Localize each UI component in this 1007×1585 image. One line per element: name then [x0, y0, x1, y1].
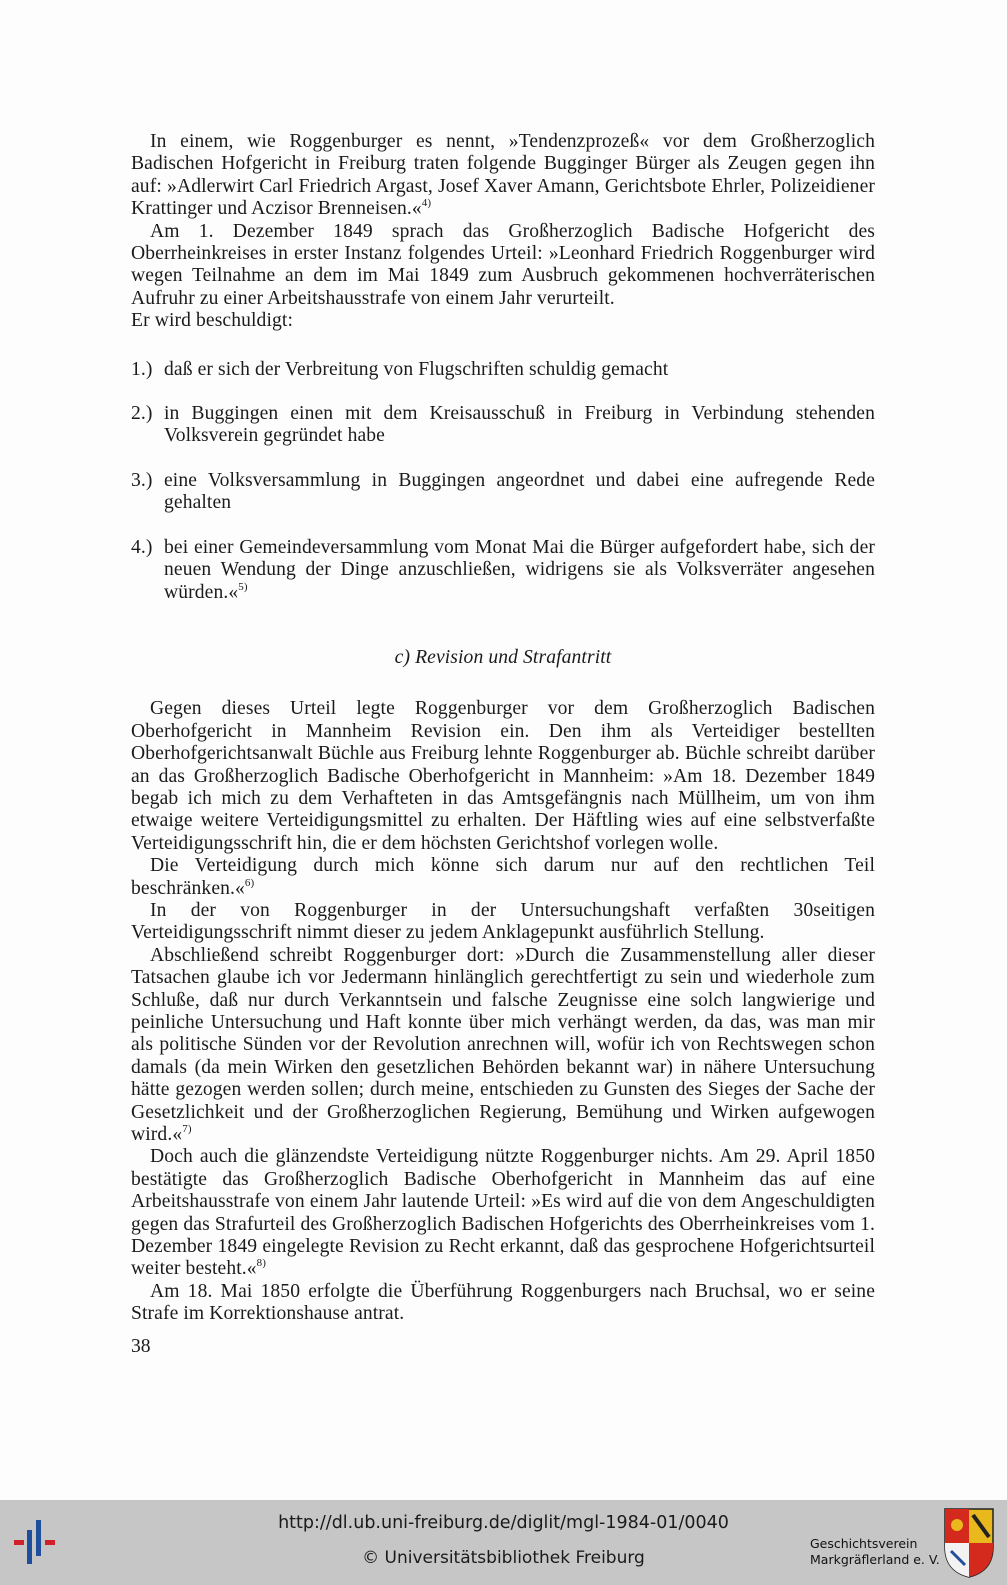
society-line-1: Geschichtsverein: [810, 1536, 918, 1551]
list-item: [131, 403, 875, 448]
list-item-number: 3.): [131, 469, 153, 491]
list-item-text: bei einer Gemeindeversammlung vom Monat Mai die Bürger aufgefordert habe, sich der neuen Wendung der Dinge anzuschließen, widrigens sie als Volksverräter angesehen würden.«$^{5)}$: [164, 536, 875, 603]
list-item-number: 1.): [131, 358, 153, 380]
society-name: [810, 1536, 940, 1568]
paragraph-9: Am 18. Mai 1850 erfolgte die Überführung Roggenburgers nach Bruchsal, wo er seine Strafe im Korrektionshause antrat.: [131, 1280, 875, 1325]
copyright-text: © Universitätsbibliothek Freiburg: [362, 1548, 645, 1568]
list-item-text: daß er sich der Verbreitung von Flugschriften schuldig gemacht: [164, 358, 669, 380]
footnote-ref-4: 4): [421, 197, 432, 210]
paragraph-7: Abschließend schreibt Roggenburger dort: »Durch die Zusammenstellung aller dieser Tatsachen glaube ich vor Jedermann hinlänglich gerechtfertigt zu sein und wiederhole zum Schluße, daß nur durch Verkanntsein und falsche Zeugnisse eine solch langwierige und peinliche Untersuchung und Haft konnte über mich verhängt werden, da das, was man mir als politische Sünden vor der Revolution anrechnen will, wofür ich von Rechtswegen schon damals (da mein Wirken den gesetzlichen Behörden bekannt war) in nähere Untersuchung hätte gezogen werden sollen; durch meine, entschieden zu Gunsten des Sieges der Sache der Gesetzlichkeit und der Großherzoglichen Regierung, Bemühung und Wirken aufgewogen wird.«$^{7)}$: [131, 944, 875, 1146]
list-item-text: in Buggingen einen mit dem Kreisausschuß in Freiburg in Verbindung stehenden Volksverein gegründet habe: [164, 403, 875, 447]
list-item-text: eine Volksversammlung in Buggingen angeordnet und dabei eine aufregende Rede gehalten: [164, 469, 875, 514]
list-item: [131, 470, 875, 515]
paragraph-1: In einem, wie Roggenburger es nennt, »Tendenzprozeß« vor dem Großherzoglich Badischen Hofgericht in Freiburg traten folgende Bugginger Bürger als Zeugen gegen ihn auf: »Adlerwirt Carl Friedrich Argast, Josef Xaver Amann, Gerichtsbote Ehrler, Polizeidiener Krattinger und Aczisor Brenneisen.«$^{4)}$: [131, 131, 875, 220]
footnote-ref-8: 8): [256, 1257, 267, 1270]
paragraph-4: Gegen dieses Urteil legte Roggenburger vor dem Großherzoglich Badischen Oberhofgericht in Mannheim Revision ein. Den ihm als Verteidiger bestellten Oberhofgerichtsanwalt Büchle aus Freiburg lehnte Roggenburger ab. Büchle schreibt darüber an das Großherzoglich Badische Oberhofgericht in Mannheim: »Am 18. Dezember 1849 begab ich mich zu dem Verhafteten in das Amtsgefängnis nach Müllheim, um von ihm etwaige weitere Verteidigungsmittel zu erhalten. Der Häftling wies auf eine selbstverfaßte Verteidigungsschrift hin, die er dem höchsten Gerichtshof vorlegen wolle.: [131, 698, 875, 854]
paragraph-5: Die Verteidigung durch mich könne sich darum nur auf den rechtlichen Teil beschränken.«$^{6)}$: [131, 855, 875, 899]
footnote-ref-6: 6): [244, 876, 255, 889]
section-heading: c) Revision und Strafantritt: [394, 646, 612, 668]
list-item-number: 2.): [131, 403, 153, 425]
list-item: [131, 359, 875, 381]
accusation-list: [131, 359, 875, 604]
list-item-number: 4.): [131, 536, 153, 558]
paragraph-8: Doch auch die glänzendste Verteidigung nützte Roggenburger nichts. Am 29. April 1850 bestätigte das Großherzoglich Badische Oberhofgericht in Mannheim das auf eine Arbeitshausstrafe von einem Jahr lautende Urteil: »Es wird auf die von dem Angeschuldigten gegen das Strafurteil des Großherzoglich Badischen Hofgerichts des Oberrheinkreises vom 1. Dezember 1849 eingelegte Revision zu Recht erkannt, daß das gesprochene Hofgerichtsurteil weiter besteht.«$^{8)}$: [131, 1146, 875, 1280]
paragraph-6: In der von Roggenburger in der Untersuchungshaft verfaßten 30seitigen Verteidigungsschrift nimmt dieser zu jedem Anklagepunkt ausführlich Stellung.: [131, 899, 875, 944]
society-line-2: Markgräflerland e. V.: [810, 1552, 940, 1567]
list-item: [131, 537, 875, 604]
paragraph-3: Er wird beschuldigt:: [131, 310, 293, 332]
paragraph-2: Am 1. Dezember 1849 sprach das Großherzoglich Badische Hofgericht des Oberrheinkreises in erster Instanz folgendes Urteil: »Leonhard Friedrich Roggenburger wird wegen Teilnahme an dem im Mai 1849 zum Ausbruch gekommenen hochverräterischen Aufruhr zu einer Arbeitshausstrafe von einem Jahr verurteilt.: [131, 220, 875, 309]
coat-of-arms-icon: [943, 1507, 995, 1579]
page-number: 38: [131, 1336, 151, 1357]
footnote-ref-5: 5): [238, 580, 248, 593]
footer-bar: [0, 1500, 1007, 1585]
body-text: [131, 131, 875, 1326]
document-url-link[interactable]: http://dl.ub.uni-freiburg.de/diglit/mgl-1984-01/0040: [278, 1513, 729, 1533]
footnote-ref-7: 7): [182, 1123, 192, 1136]
